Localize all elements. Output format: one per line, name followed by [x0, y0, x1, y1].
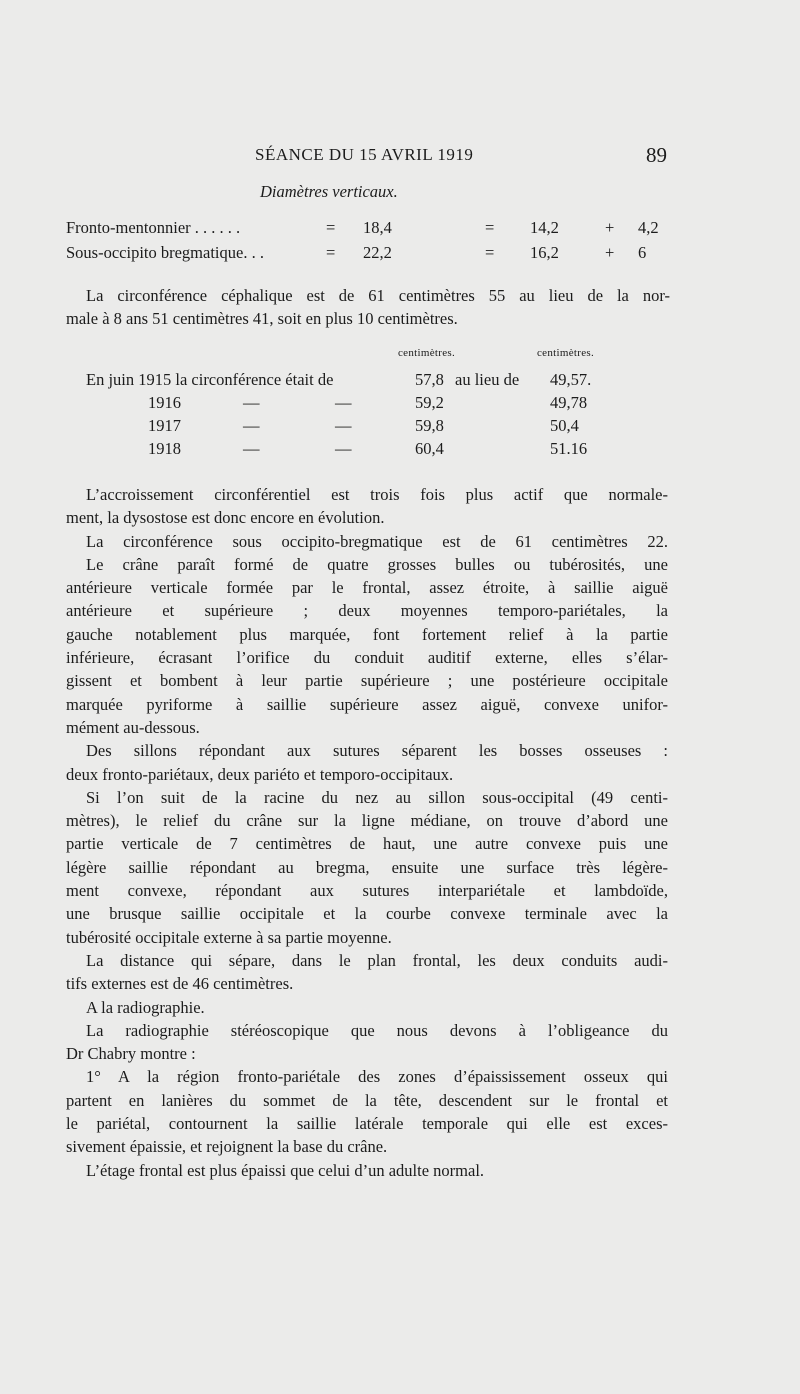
- text-line: La circonférence sous occipito-bregmatique est de 61 centimètres 22.: [86, 531, 668, 551]
- normal-value: 14,2: [530, 218, 559, 237]
- diameter-value: 18,4: [363, 218, 392, 237]
- text-line: L’étage frontal est plus épaissi que celui d’un adulte normal.: [86, 1160, 485, 1180]
- text-line: male à 8 ans 51 centimètres 41, soit en plus 10 centimètres.: [66, 309, 458, 328]
- ditto-mark: —: [243, 393, 260, 412]
- text-line: Des sillons répondant aux sutures séparent les bosses osseuses :: [86, 741, 668, 761]
- year: 1916: [148, 393, 181, 412]
- ditto-mark: —: [335, 416, 352, 435]
- year: 1917: [148, 416, 181, 435]
- unit-header: centimètres.: [398, 347, 456, 359]
- text-line: A la radiographie.: [86, 997, 205, 1017]
- ditto-mark: —: [243, 439, 260, 458]
- row-text: En juin 1915 la circonférence était de: [86, 370, 334, 389]
- text-line: Si l’on suit de la racine du nez au sillon sous-occipital (49 centi-: [86, 787, 668, 807]
- value-measured: 60,4: [415, 439, 444, 458]
- text-line: Dr Chabry montre :: [66, 1044, 196, 1064]
- unit-header: centimètres.: [537, 347, 595, 359]
- equals-sign: =: [326, 218, 336, 237]
- ditto-mark: —: [243, 416, 260, 435]
- text-line: La circonférence céphalique est de 61 centimètres 55 au lieu de la nor-: [86, 286, 670, 305]
- text-line: gissent et bombent à leur partie supérieure ; une postérieure occipitale: [66, 671, 668, 691]
- value-normal: 50,4: [550, 416, 579, 435]
- year: 1918: [148, 439, 181, 458]
- diameter-value: 22,2: [363, 243, 392, 262]
- text-line: marquée pyriforme à saillie supérieure assez aiguë, convexe unifor-: [66, 694, 668, 714]
- text-line: légère saillie répondant au bregma, ensuite une surface très légère-: [66, 857, 668, 877]
- diameter-label: Sous-occipito bregmatique. . .: [66, 243, 264, 262]
- body-text: [66, 483, 668, 1182]
- value-measured: 57,8: [415, 370, 444, 389]
- plus-sign: +: [605, 243, 615, 262]
- text-line: 1° A la région fronto-pariétale des zones d’épaississement osseux qui: [86, 1067, 668, 1087]
- text-line: ment convexe, répondant aux sutures interpariétale et lambdoïde,: [66, 881, 668, 901]
- text-line: partent en lanières du sommet de la tête, descendent sur le frontal et: [66, 1090, 668, 1110]
- equals-sign: =: [326, 243, 336, 262]
- text-line: Le crâne paraît formé de quatre grosses bulles ou tubérosités, une: [86, 554, 668, 574]
- text-line: La radiographie stéréoscopique que nous devons à l’obligeance du: [86, 1020, 668, 1040]
- value-normal: 49,57.: [550, 370, 592, 389]
- text-line: partie verticale de 7 centimètres de haut, une autre convexe puis une: [66, 834, 668, 854]
- normal-value: 16,2: [530, 243, 559, 262]
- text-line: sivement épaissie, et rejoignent la base du crâne.: [66, 1137, 388, 1157]
- running-title: SÉANCE DU 15 AVRIL 1919: [255, 145, 474, 164]
- text-line: ment, la dysostose est donc encore en évolution.: [66, 508, 385, 528]
- ditto-mark: —: [335, 439, 352, 458]
- section-title: Diamètres verticaux.: [260, 182, 398, 201]
- difference-value: 6: [638, 243, 647, 262]
- paragraph-circumference: [66, 284, 670, 330]
- page-number: 89: [646, 143, 667, 167]
- diameter-label: Fronto-mentonnier . . . . . .: [66, 218, 241, 237]
- value-measured: 59,8: [415, 416, 444, 435]
- text-line: L’accroissement circonférentiel est trois fois plus actif que normale-: [86, 485, 668, 504]
- text-line: le pariétal, contournent la saillie latérale temporale qui elle est exces-: [66, 1114, 668, 1134]
- value-normal: 49,78: [550, 393, 588, 412]
- text-line: deux fronto-pariétaux, deux pariéto et temporo-occipitaux.: [66, 764, 454, 784]
- equals-sign: =: [485, 218, 495, 237]
- text-line: inférieure, écrasant l’orifice du conduit auditif externe, elles s’élar-: [66, 648, 668, 668]
- row-text: au lieu de: [455, 370, 520, 389]
- ditto-mark: —: [335, 393, 352, 412]
- text-line: antérieure verticale formée par le frontal, assez étroite, à saillie aiguë: [66, 578, 668, 598]
- difference-value: 4,2: [638, 218, 659, 237]
- text-line: antérieure et supérieure ; deux moyennes temporo-pariétales, la: [66, 601, 668, 621]
- text-line: tifs externes est de 46 centimètres.: [66, 974, 294, 994]
- text-line: une brusque saillie occipitale et la courbe convexe terminale avec la: [66, 904, 668, 924]
- text-line: mètres), le relief du crâne sur la ligne médiane, on trouve d’abord une: [66, 811, 668, 831]
- text-line: gauche notablement plus marquée, font fortement relief à la partie: [66, 624, 668, 644]
- value-measured: 59,2: [415, 393, 444, 412]
- plus-sign: +: [605, 218, 615, 237]
- equals-sign: =: [485, 243, 495, 262]
- text-line: La distance qui sépare, dans le plan frontal, les deux conduits audi-: [86, 950, 668, 970]
- text-line: tubérosité occipitale externe à sa partie moyenne.: [66, 927, 392, 947]
- text-line: mément au-dessous.: [66, 717, 200, 737]
- value-normal: 51.16: [550, 439, 588, 458]
